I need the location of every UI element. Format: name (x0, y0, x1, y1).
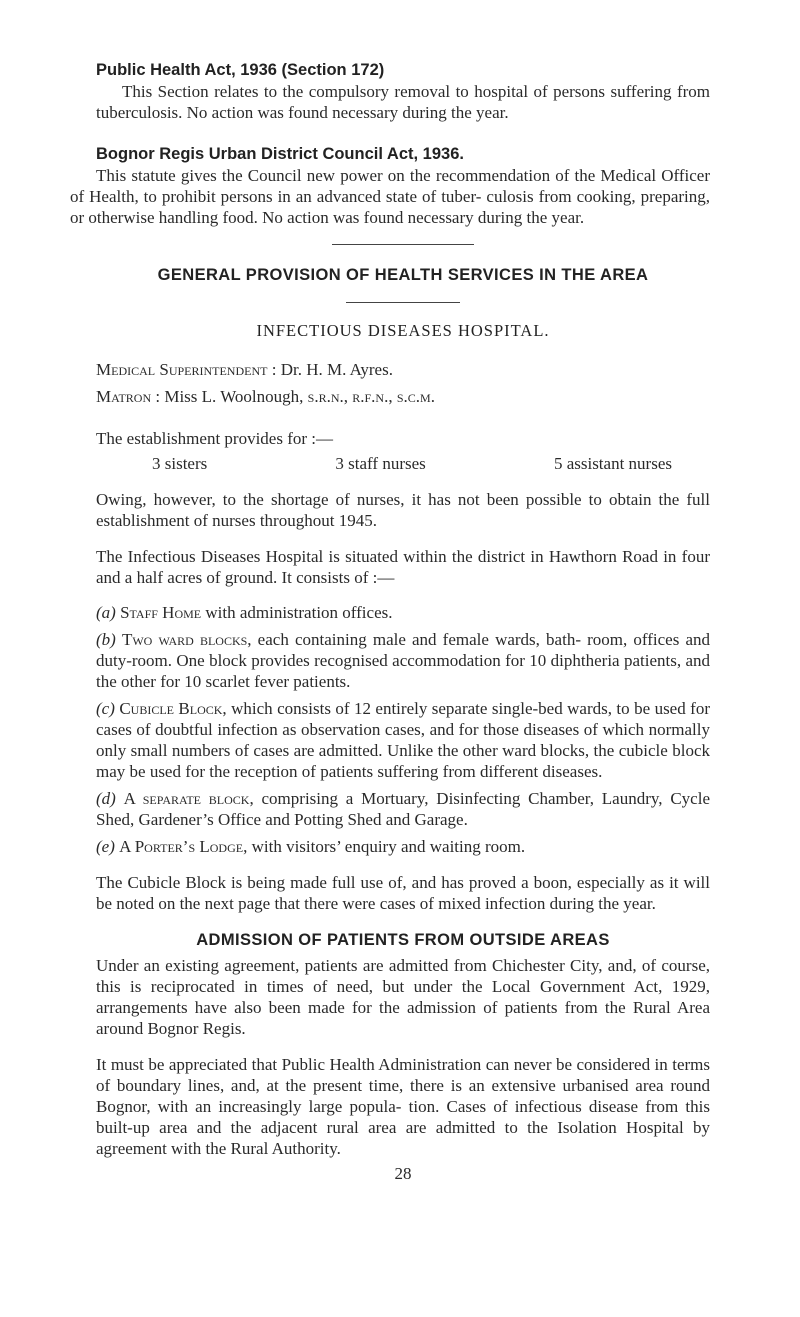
list-item (96, 698, 710, 782)
superintendent-label: Medical Superintendent : (96, 360, 277, 379)
matron-name: Miss L. Woolnough, (164, 387, 304, 406)
list-item (96, 788, 710, 830)
superintendent-name: Dr. H. M. Ayres. (280, 360, 393, 379)
list-item (96, 602, 710, 623)
item-text: which consists of 12 entirely separate single-bed wards, to be used for cases of doubtful infection as observation cases, and for those diseases of which normally only small numbers of cases are admitted. Unlike the other ward blocks, the cubicle block may be used for the reception of patients suffering from different diseases. (96, 699, 710, 781)
staff-establishment-row (152, 453, 672, 474)
item-lead: A separate block, (123, 789, 254, 808)
staff-sisters: 3 sisters (152, 454, 208, 473)
item-text: each containing male and female wards, bath- room, offices and duty-room. One block provides recognised accommodation for 10 diphtheria patients, and the other for 10 scarlet fever patients. (96, 630, 710, 691)
item-letter: (e) (96, 837, 115, 856)
bognor-regis-act-body: This statute gives the Council new power on the recommendation of the Medical Officer of Health, to prohibit persons in an advanced state of tuber- culosis from cooking, preparing, or otherwise handling food. No action was found necessary during the year. (70, 166, 710, 227)
admission-paragraph-2: It must be appreciated that Public Health Administration can never be considered in terms of boundary lines, and, at the present time, there is an extensive urbanised area round Bognor, with an increasingly large popula- tion. Cases of infectious disease from this built-up area and the adjacent rural area are admitted to the Isolation Hospital by agreement with the Rural Authority. (96, 1055, 710, 1158)
cubicle-note-paragraph: The Cubicle Block is being made full use of, and has proved a boon, especially as it will be noted on the next page that there were cases of mixed infection during the year. (96, 873, 710, 913)
matron-label: Matron : (96, 387, 161, 406)
item-text: comprising a Mortuary, Disinfecting Chamber, Laundry, Cycle Shed, Gardener’s Office and Potting Shed and Garage. (96, 789, 710, 829)
matron-line (96, 386, 710, 407)
hospital-title: INFECTIOUS DISEASES HOSPITAL. (256, 321, 550, 340)
hospital-situated-paragraph: The Infectious Diseases Hospital is situated within the district in Hawthorn Road in four and a half acres of ground. It consists of :— (96, 547, 710, 587)
item-text: with visitors’ enquiry and waiting room. (247, 837, 526, 856)
staff-staff-nurses: 3 staff nurses (335, 454, 426, 473)
item-letter: (a) (96, 603, 116, 622)
item-lead: Staff Home (120, 603, 202, 622)
item-letter: (d) (96, 789, 116, 808)
medical-superintendent-line (96, 359, 710, 380)
item-lead: A Porter’s Lodge, (119, 837, 248, 856)
item-lead: Two ward blocks, (121, 630, 252, 649)
admission-paragraph-1: Under an existing agreement, patients are admitted from Chichester City, and, of course, this is reciprocated in times of need, but under the Local Government Act, 1929, arrangements have also been made for the admission of patients from the Rural Area around Bognor Regis. (96, 956, 710, 1038)
admission-heading: ADMISSION OF PATIENTS FROM OUTSIDE AREAS (196, 931, 610, 949)
staff-assistant-nurses: 5 assistant nurses (553, 454, 672, 473)
item-letter: (b) (96, 630, 116, 649)
item-text: with administration offices. (201, 603, 393, 622)
item-letter: (c) (96, 699, 115, 718)
nurse-shortage-paragraph: Owing, however, to the shortage of nurses, it has not been possible to obtain the full establishment of nurses throughout 1945. (96, 490, 710, 530)
page-number: 28 (394, 1164, 412, 1183)
list-item (96, 629, 710, 692)
matron-qualifications: s.r.n., r.f.n., s.c.m. (307, 387, 435, 406)
document-page (70, 60, 710, 1184)
list-item (96, 836, 710, 857)
establishment-intro: The establishment provides for :— (96, 429, 334, 448)
bognor-regis-act-heading: Bognor Regis Urban District Council Act, 1936. (96, 145, 464, 163)
public-health-act-body: This Section relates to the compulsory removal to hospital of persons suffering from tuberculosis. No action was found necessary during the year. (96, 82, 710, 122)
public-health-act-heading: Public Health Act, 1936 (Section 172) (96, 61, 385, 79)
general-provision-heading: GENERAL PROVISION OF HEALTH SERVICES IN THE AREA (157, 266, 649, 284)
item-lead: Cubicle Block, (119, 699, 227, 718)
